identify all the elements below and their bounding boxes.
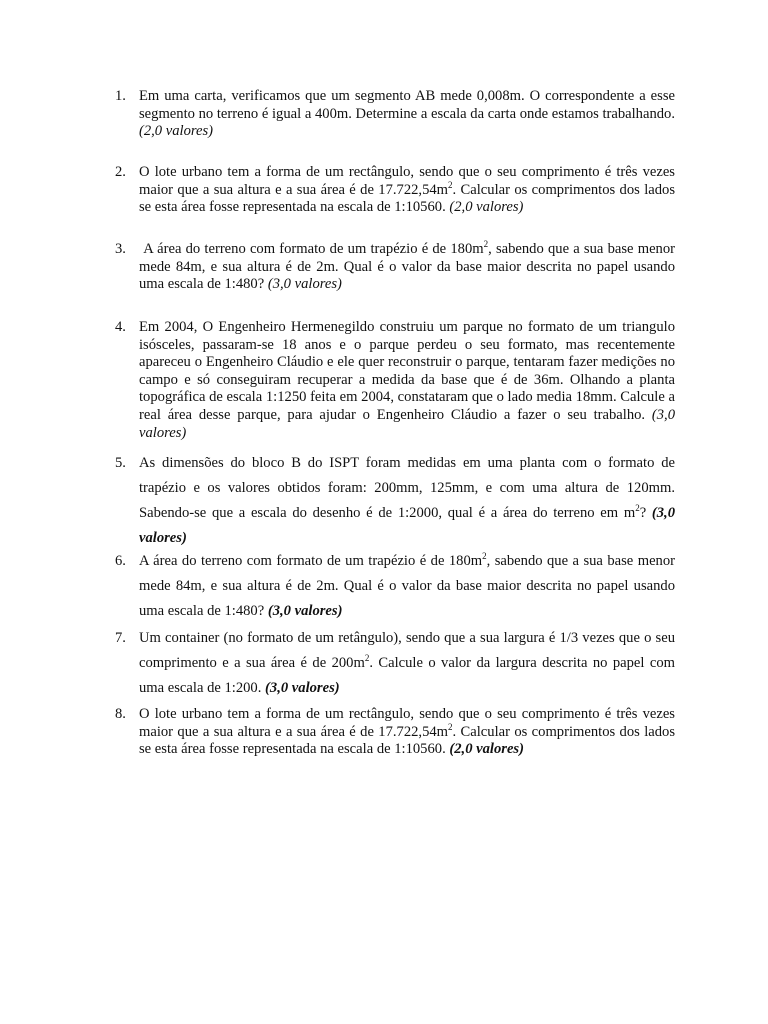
question-body	[139, 164, 675, 217]
question-text: A área do terreno com formato de um trapézio é de 180m	[139, 553, 483, 569]
superscript: 2	[482, 551, 487, 562]
question-4	[115, 319, 675, 442]
question-text-continued: , sabendo que a sua base menor mede 84m, e sua altura é de 2m. Qual é o valor da base maior descrita no papel usando uma escala de 1:480?	[139, 241, 676, 293]
question-value: (3,0 valores)	[267, 603, 343, 619]
question-body	[139, 626, 675, 701]
question-value: (3,0 valores)	[139, 505, 675, 546]
question-number: 6.	[115, 553, 126, 569]
superscript: 2	[483, 239, 489, 250]
question-text: O lote urbano tem a forma de um rectângulo, sendo que o seu comprimento é três vezes maior que a sua altura e a sua área é de 17.722,54m	[139, 164, 675, 198]
question-text: Em uma carta, verificamos que um segmento AB mede 0,008m. O correspondente a esse segmento no terreno é igual a 400m. Determine a escala da carta onde estamos trabalhando.	[139, 88, 675, 122]
question-value: (3,0 valores)	[265, 680, 340, 696]
question-body	[139, 706, 675, 759]
question-2	[115, 164, 675, 217]
question-body	[139, 319, 675, 442]
question-text-continued: ?	[639, 505, 647, 521]
question-value: (3,0 valores)	[139, 406, 675, 441]
question-8	[115, 706, 675, 759]
superscript: 2	[635, 503, 640, 514]
question-number: 5.	[115, 455, 126, 471]
question-number: 3.	[115, 241, 126, 257]
question-text-continued: . Calcular os comprimentos dos lados se esta área fosse representada na escala de 1:10560.	[139, 181, 675, 216]
question-text-continued: . Calcular os comprimentos dos lados se esta área fosse representada na escala de 1:10560.	[139, 723, 675, 758]
question-body	[139, 451, 675, 551]
question-1	[115, 88, 675, 141]
question-3	[115, 241, 675, 294]
question-number: 1.	[115, 88, 126, 104]
question-text: O lote urbano tem a forma de um rectângulo, sendo que o seu comprimento é três vezes maior que a sua altura e a sua área é de 17.722,54m	[139, 706, 675, 740]
question-number: 8.	[115, 706, 126, 722]
question-text-continued: , sabendo que a sua base menor mede 84m, e sua altura é de 2m. Qual é o valor da base maior descrita no papel usando uma escala de 1:480?	[139, 553, 676, 619]
question-text-continued: . Calcule o valor da largura descrita no papel com uma escala de 1:200.	[139, 655, 675, 696]
question-body	[139, 241, 675, 294]
question-value: (3,0 valores)	[267, 276, 342, 293]
question-6	[115, 549, 675, 624]
question-text: A área do terreno com formato de um trapézio é de 180m	[139, 241, 484, 257]
question-body	[139, 88, 675, 141]
superscript: 2	[448, 179, 453, 190]
question-value: (2,0 valores)	[139, 123, 214, 140]
question-body	[139, 549, 675, 624]
question-number: 7.	[115, 630, 126, 646]
question-7	[115, 626, 675, 701]
question-number: 2.	[115, 164, 126, 180]
question-value: (2,0 valores)	[449, 741, 524, 758]
question-text: As dimensões do bloco B do ISPT foram medidas em uma planta com o formato de trapézio e os valores obtidos foram: 200mm, 125mm, e com uma altura de 120mm. Sabendo-se que a escala do desenho é de 1:2000, qual é a área do terreno em m	[139, 455, 675, 521]
question-text: Em 2004, O Engenheiro Hermenegildo construiu um parque no formato de um triangulo isósceles, passaram-se 18 anos e o parque perdeu o seu formato, mas recentemente apareceu o Engenheiro Cláudio e ele quer reconstruir o parque, tentaram fazer medições no campo e só conseguiram recuperar a medida da base que é de 36m. Olhando a planta topográfica de escala 1:1250 feita em 2004, constataram que o lado media 18mm. Calcule a real área desse parque, para ajudar o Engenheiro Cláudio a fazer o seu trabalho.	[139, 319, 675, 423]
question-number: 4.	[115, 319, 126, 335]
question-text: Um container (no formato de um retângulo), sendo que a sua largura é 1/3 vezes que o seu comprimento e a sua área é de 200m	[139, 630, 675, 671]
question-5	[115, 451, 675, 551]
question-value: (2,0 valores)	[449, 199, 524, 216]
superscript: 2	[448, 721, 453, 732]
superscript: 2	[364, 653, 370, 664]
